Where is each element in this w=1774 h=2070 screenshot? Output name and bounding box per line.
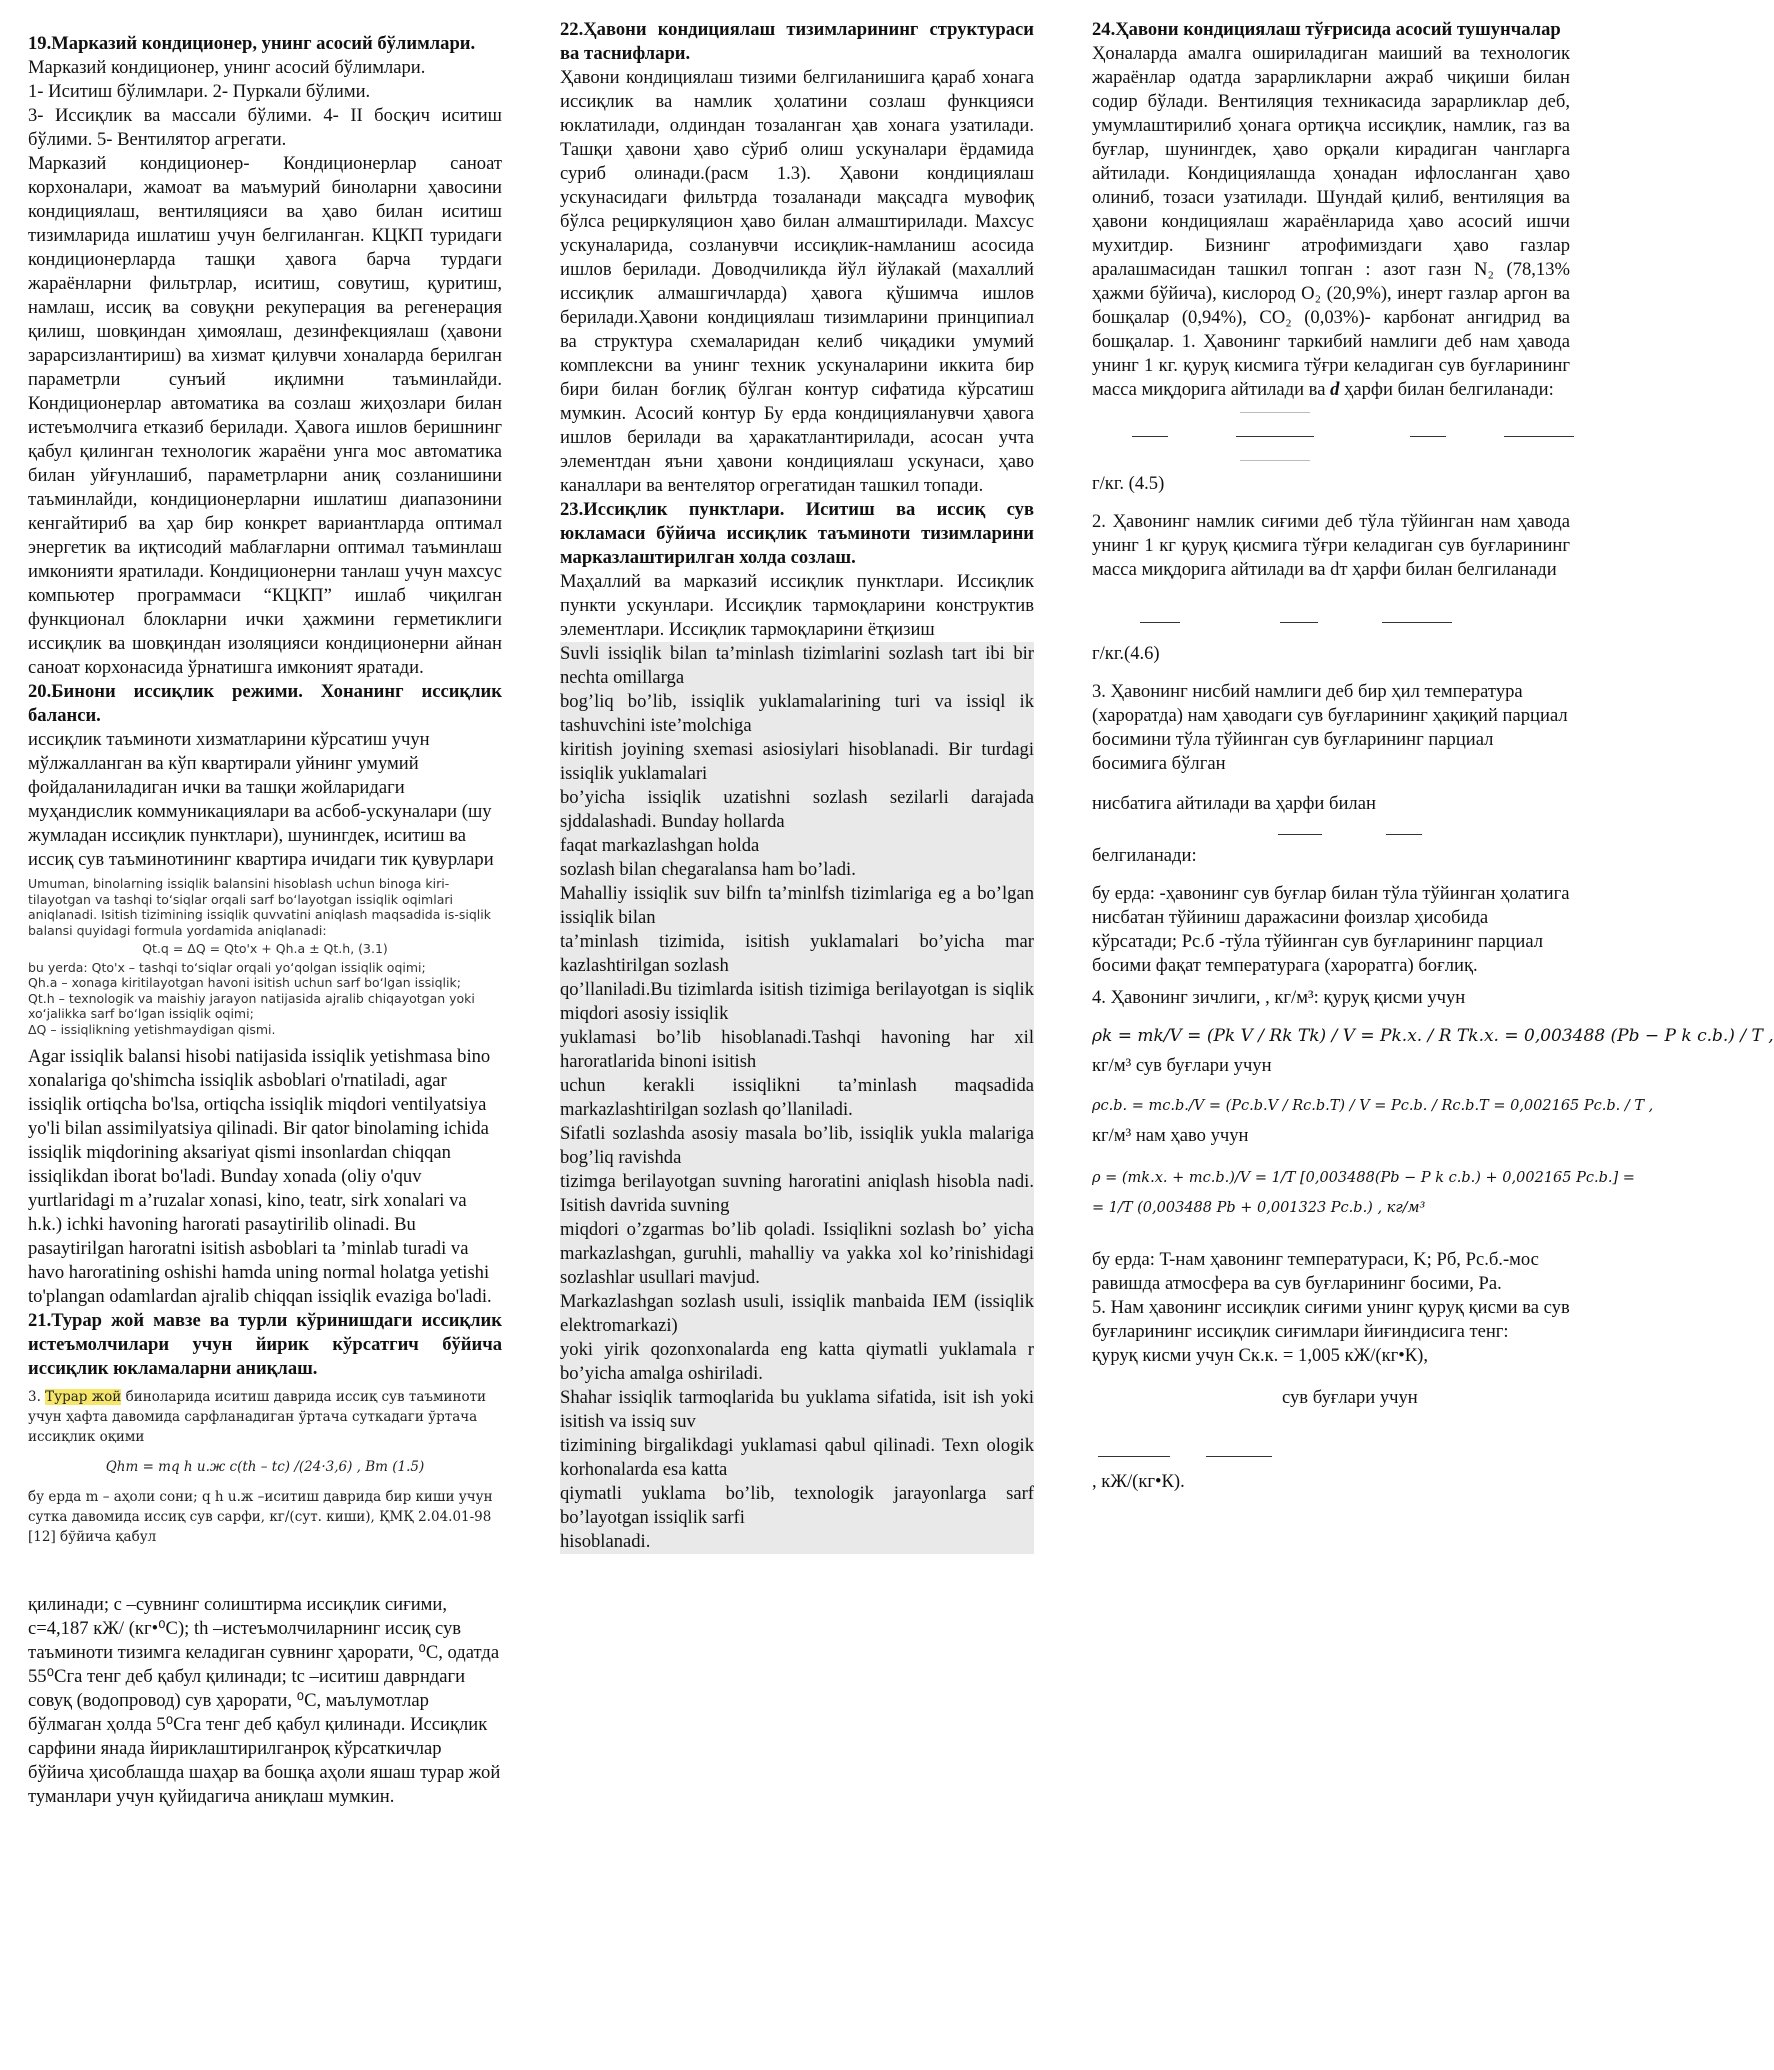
- paragraph: бу ерда: -ҳавонинг сув буғлар билан тўла тўйинган ҳолатига нисбатан тўйиниш даражасини фоизлар ҳисобида кўрсатади; Pс.б -тўла тўйинган сув буғларининг парциал босими фақат температурага (хароратга) боғлиқ.: [1092, 883, 1570, 976]
- scan-text: Qh.a – xonaga kiritilayotgan havoni isitish uchun sarf boʻlgan issiqlik;: [28, 975, 461, 990]
- missing-formula-cp-vapour: [1092, 1410, 1570, 1470]
- paragraph: Agar issiqlik balansi hisobi natijasida issiqlik yetishmasa bino xonalariga qo'shimcha issiqlik asboblari o'rnatiladi, agar issiqlik ortiqcha bo'lsa, ortiqcha issiqlik miqdori ventilyatsiya yo'li bilan assimilyatsiya qilinadi. Bir qator binolaming ichida issiqlik miqdorining aksariyat qismi insonlardan chiqqan issiqlikdan iborat bo'ladi. Bunday xonada (oliy o'quv yurtlaridagi m a’ruzalar xonasi, kino, teatr, sirk xonalari va h.k.) ichki havoning harorati pasaytirilib olinadi. Bu pasaytirilgan haroratni isitish asboblari ta ’minlab turadi va havo haroratining oshishi hamda uning normal holatga yetishi to'plangan odamlardan ajralib chiqqan issiqlik evaziga bo'ladi.: [28, 1046, 492, 1307]
- shaded-line: qiymatli yuklama bo’lib, texnologik jarayonlarga sarf bo’layotgan issiqlik sarfi: [560, 1483, 1034, 1528]
- scan-equation: Qt.q = ΔQ = Qto'x + Qh.a ± Qt.h, (3.1): [142, 941, 388, 956]
- paragraph: 1- Иситиш бўлимлари. 2- Пуркали бўлими.: [28, 81, 371, 102]
- formula-vapour-density: ρc.b. = mc.b./V = (Pc.b.V / Rc.b.T) / V = Pc.b. / Rc.b.T = 0,002165 Pc.b. / T ,: [1092, 1098, 1654, 1114]
- shaded-line: hisoblanadi.: [560, 1530, 1034, 1554]
- paragraph: 3. Ҳавонинг нисбий намлиги деб бир ҳил температура (хароратда) нам ҳаводаги сув буғларининг ҳақиқий парциал босимини тўла тўйинган сув буғларининг парциал босимига бўлган: [1092, 681, 1568, 774]
- equation-number: г/кг.(4.6): [1092, 643, 1160, 664]
- paragraph: Ҳавони кондициялаш тизими белгиланишига қараб хонага иссиқлик ва намлик ҳолатини созлаш функцияси юклатилади, олдиндан тозаланган ҳав хонага узатилади. Ташқи ҳавони ҳаво сўриб олиш ускуналари ёрдамида суриб олинади.(расм 1.3). Ҳавони кондициялаш ускунасидаги фильтрда тозаланади мақсадга мувофиқ бўлса рециркуляцион ҳаво билан алмаштирилади. Махсус ускуналарида, созланувчи иссиқлик-намланиш асосида ишлов берилади. Доводчиликда йўл йўлакай (махаллий иссиқлик алмашгичларда) ҳавога қўшимча ишлов берилади.Ҳавони кондициялаш тизимларини принципиал ва структура схемаларидан келиб чиқадики умумий комплексни ва унинг техник ускуналарини иккита бир бири билан боғлиқ бўлган контур сифатида кўрсатиш мумкин. Асосий контур Бу ерда кондицияланувчи ҳавога ишлов берилади ва ҳаракатлантирилади, асосан учта элементдан яъни ҳавони кондициялаш ускунаси, ҳаво каналлари ва вентелятор огрегатидан ташкил топади.: [560, 67, 1034, 496]
- shaded-line: faqat markazlashgan holda: [560, 834, 1034, 858]
- paragraph: Марказий кондиционер, унинг асосий бўлимлари.: [28, 57, 426, 78]
- shaded-line: Sifatli sozlashda asosiy masala bo’lib, issiqlik yukla malariga bog’liq ravishda: [560, 1123, 1034, 1168]
- formula-moist-air-density-2: = 1/T (0,003488 Pb + 0,001323 Pc.b.) , кг/м³: [1092, 1200, 1426, 1216]
- section-21-title: 21.Турар жой мавзе ва турли кўринишдаги иссиқлик истеъмолчилари учун йирик кўрсатгич бўйича иссиқлик юкламаларни аниқлаш.: [28, 1310, 502, 1379]
- column-right: [1092, 18, 1774, 1494]
- paragraph: белгиланади:: [1092, 845, 1197, 866]
- missing-formula-4-5: [1092, 402, 1570, 472]
- paragraph: Маҳаллий ва марказий иссиқлик пунктлари. Иссиқлик пункти ускунлари. Иссиқлик тармоқларини конструктив элементлари. Иссиқлик тармоқларини ётқизиш: [560, 571, 1034, 640]
- shaded-line: tizimining birgalikdagi yuklamasi qabul qilinadi. Texn ologik korhonalarda esa katta: [560, 1435, 1034, 1480]
- shaded-line: sozlash bilan chegaralansa ham bo’ladi.: [560, 858, 1034, 882]
- paragraph: 4. Ҳавонинг зичлиги, , кг/м³: қуруқ қисми учун: [1092, 987, 1466, 1008]
- scan-text: бу ерда m – аҳоли сони; q h u.ж –иситиш даврида бир киши учун сутка давомида иссиқ сув сарфи, кг/(сут. киши), ҚМҚ 2.04.01-98 [12] бўйича қабул: [28, 1489, 493, 1545]
- paragraph: 3- Иссиқлик ва массали бўлими. 4- II босқич иситиш бўлими. 5- Вентилятор агрегати.: [28, 105, 502, 150]
- shaded-line: Mahalliy issiqlik suv bilfn ta’minlfsh tizimlariga eg a bo’lgan issiqlik bilan: [560, 883, 1034, 928]
- shaded-line: qo’llaniladi.Bu tizimlarda isitish tizimiga berilayotgan is siqlik miqdori asosiy issiqlik: [560, 979, 1034, 1024]
- shaded-text-block: [560, 642, 1034, 1554]
- shaded-line: miqdori o’zgarmas bo’lib qoladi. Issiqlikni sozlash bo’ yicha markazlashgan, guruhli, mahalliy va yakka xol ko’rinishidagi sozlashlar usullari mavjud.: [560, 1219, 1034, 1288]
- paragraph: иссиқлик таъминоти хизматларини кўрсатиш учун мўлжалланган ва кўп квартирали уйнинг умумий фойдаланиладиган ички ва ташқи жойларидаги муҳандислик коммуникациялари ва асбоб-ускуналари (шу жумладан иссиқлик пунктлари), шунингдек, иситиш ва иссиқ сув таъминотининг квартира ичидаги тик қувурлари: [28, 729, 494, 870]
- column-left: [28, 18, 502, 1809]
- shaded-line: bo’yicha issiqlik uzatishni sozlash sezilarli darajada sjddalashadi. Bunday hollarda: [560, 787, 1034, 832]
- shaded-line: tizimga berilayotgan suvning haroratini aniqlash hisobla nadi. Isitish davrida suvning: [560, 1171, 1034, 1216]
- section-23-title: 23.Иссиқлик пунктлари. Иситиш ва иссиқ сув юкламаси бўйича иссиқлик таъминоти тизимларини марказлаштирилган холда созлаш.: [560, 499, 1034, 568]
- paragraph: Марказий кондиционер- Кондиционерлар саноат корхоналари, жамоат ва маъмурий биноларни ҳавосини кондициялаш, вентиляцияси ва ҳаво билан иситиш тизимларида ишлатиш учун белгиланган. КЦКП туридаги кондиционерларда ташқи ҳавога барча турдаги жараёнларни фильтрлар, иситиш, совутиш, қуритиш, намлаш, иссиқ ва совуқни рекуперация ва регенерация қилиш, шовқиндан ҳимоялаш, дезинфекциялаш (ҳавони зарарсизлантириш) ва хизмат қилувчи хоналарда берилган параметрли сунъий иқлимни таъминлайди. Кондиционерлар автоматика ва созлаш жиҳозлари билан истеъмолчига етказиб берилади. Ҳавога ишлов беришнинг қабул қилинган технологик жараёни унга мос автоматика билан уйғунлашиб, параметрларни аниқ созланишини таъминлайди, кондиционерларни ишлатиш диапазонини кенгайтириб ва ҳар бир конкрет вариантларда оптимал энергетик ва иқтисодий маблағларни оптимал таъминлаш имконияти яратилади. Кондиционерни танлаш учун махсус компьютер программаси “КЦКП” ишлаб чиқилган функционал блокларни ички ҳажмини герметиклиги иссиқлик ва шовқиндан изоляцияси кондиционерни айнан саноат корхонасида ўрнатишга имконият яратади.: [28, 153, 502, 678]
- shaded-line: Markazlashgan sozlash usuli, issiqlik manbaida IEM (issiqlik elektromarkazi): [560, 1291, 1034, 1336]
- scanned-excerpt-heat-balance: [28, 876, 502, 1037]
- shaded-line: bog’liq bo’lib, issiqlik yuklamalarining turi va issiql ik tashuvchini iste’molchiga: [560, 691, 1034, 736]
- section-19-title: 19.Марказий кондиционер, унинг асосий бўлимлари.: [28, 33, 476, 54]
- paragraph: кг/м³ сув буғлари учун: [1092, 1055, 1272, 1076]
- shaded-line: kiritish joyining sxemasi asiosiylari hisoblanadi. Bir turdagi issiqlik yuklamalari: [560, 739, 1034, 784]
- highlighted-text: Турар жой: [45, 1389, 122, 1405]
- paragraph: Ҳоналарда амалга ошириладиган маиший ва технологик жараёнлар одатда зарарликларни ажраб чиқиши билан содир бўлади. Вентиляция техникасида зарарликлар деб, умумлаштирилиб ҳонага ортиқча иссиқлик, намлик, газ ва буғлар, шунингдек, ҳаво орқали кирадиган чангларга айтилади. Кондициялашда ҳонадан ифлосланган ҳаво олиниб, тозаси узатилади. Шундай қилиб, вентиляция ва ҳавони кондициялаш жараёнларида ҳаво асосий ишчи мухитдир. Бизнинг атрофимиздаги ҳаво газлар аралашмасидан ташкил топган : азот газн N₂ (78,13% ҳажми бўйича), кислород O₂ (20,9%), инерт газлар аргон ва бошқалар (0,94%), CO₂ (0,03%)- карбонат ангидрид ва бошқалар. 1. Ҳавонинг таркибий намлиги деб нам ҳавода унинг 1 кг. қуруқ кисмига тўғри келадиган сув буғларининг масса миқдорига айтилади ва d ҳарфи билан белгиланади:: [1092, 43, 1570, 400]
- shaded-line: ta’minlash tizimida, isitish yuklamalari bo’yicha mar kazlashtirilgan sozlash: [560, 931, 1034, 976]
- scan-text: Qt.h – texnologik va maishiy jarayon natijasida ajralib chiqayotgan yoki xoʻjalikka sarf boʻlgan issiqlik oqimi;: [28, 990, 475, 1021]
- paragraph: 5. Нам ҳавонинг иссиқлик сиғими унинг қуруқ қисми ва сув буғларининг иссиқлик сиғимлари йиғиндисига тенг:: [1092, 1297, 1570, 1342]
- equation-number: г/кг. (4.5): [1092, 473, 1165, 494]
- scan-text: Umuman, binolarning issiqlik balansini hisoblash uchun binoga kiri-tilayotgan va tashqi toʻsiqlar orqali sarf boʻlayotgan issiqlik oqimlari aniqlanadi. Isitish tizimining issiqlik quvvatini aniqlash maqsadida is-siqlik balansi quyidagi formula yordamida aniqlanadi:: [28, 876, 491, 938]
- unit-text: , кЖ/(кг•К).: [1092, 1471, 1185, 1492]
- shaded-line: yoki yirik qozonxonalarda eng katta qiymatli yuklamala r bo’yicha amalga oshiriladi.: [560, 1339, 1034, 1384]
- formula-moist-air-density-1: ρ = (mk.x. + mc.b.)/V = 1/T [0,003488(Pb − P k c.b.) + 0,002165 Pc.b.] =: [1092, 1170, 1635, 1186]
- paragraph: қилинади; c –сувнинг солиштирма иссиқлик сиғими, c=4,187 кЖ/ (кг•⁰C); th –истеъмолчиларнинг иссиқ сув таъминоти тизимга келадиган сувнинг ҳарорати, ⁰C, одатда 55⁰Cга тенг деб қабул қилинади; tc –иситиш даврндаги совуқ (водопровод) сув ҳарорати, ⁰C, маълумотлар бўлмаган ҳолда 5⁰Cга тенг деб қабул қилинади. Иссиқлик сарфини янада йириклаштирилганроқ кўрсаткичлар бўйича ҳисоблашда шаҳар ва бошқа аҳоли яшаш турар жой туманлари учун қуйидагича аниқлаш мумкин.: [28, 1594, 501, 1807]
- section-24-title: 24.Ҳавони кондициялаш тўғрисида асосий тушунчалар: [1092, 19, 1561, 40]
- paragraph: бу ерда: T-нам ҳавонинг температураси, K; Pб, Pс.б.-мос равишда атмосфера ва сув буғларининг босими, Pa.: [1092, 1249, 1539, 1294]
- missing-formula-4-6: [1092, 582, 1570, 642]
- symbol-d: d: [1330, 379, 1340, 400]
- missing-formula-rh: [1092, 816, 1570, 844]
- scan-text: bu yerda: Qto'x – tashqi toʻsiqlar orqali yoʻqolgan issiqlik oqimi;: [28, 959, 426, 975]
- column-middle: [560, 18, 1034, 1554]
- shaded-line: yuklamasi bo’lib hisoblanadi.Tashqi havoning har xil haroratlarida binoni isitish: [560, 1027, 1034, 1072]
- section-20-title: 20.Бинони иссиқлик режими. Хонанинг иссиқлик баланси.: [28, 681, 502, 726]
- shaded-line: uchun kerakli issiqlikni ta’minlash maqsadida markazlashtirilgan sozlash qo’llaniladi.: [560, 1075, 1034, 1120]
- section-22-title: 22.Ҳавони кондициялаш тизимларининг структураси ва таснифлари.: [560, 19, 1034, 64]
- paragraph: нисбатига айтилади ва ҳарфи билан: [1092, 793, 1376, 814]
- shaded-line: Suvli issiqlik bilan ta’minlash tizimlarini sozlash tart ibi bir nechta omillarga: [560, 643, 1034, 688]
- paragraph: кг/м³ нам ҳаво учун: [1092, 1125, 1249, 1146]
- scan-equation: Qhm = mq h u.ж c(th – tc) /(24·3,6) , Вт (1.5): [105, 1459, 425, 1475]
- paragraph: 2. Ҳавонинг намлик сиғими деб тўла тўйинган нам ҳавода унинг 1 кг қуруқ қисмига тўғри келадиган сув буғларининг масса миқдорига айтилади ва dт ҳарфи билан белгиланади: [1092, 511, 1570, 580]
- scan-text: ΔQ – issiqlikning yetishmaydigan qismi.: [28, 1021, 276, 1037]
- scanned-excerpt-hot-water: [28, 1387, 502, 1547]
- paragraph: қуруқ кисми учун Cк.к. = 1,005 кЖ/(кг•К),: [1092, 1345, 1429, 1366]
- shaded-line: Shahar issiqlik tarmoqlarida bu yuklama sifatida, isit ish yoki isitish va issiq suv: [560, 1387, 1034, 1432]
- paragraph: сув буғлари учун: [1282, 1387, 1418, 1408]
- scan-text: 3. Турар жой биноларида иситиш даврида иссиқ сув таъминоти учун ҳафта давомида сарфланадиган ўртача суткадаги ўртача иссиқлик оқими: [28, 1389, 487, 1445]
- formula-dry-air-density: ρk = mk/V = (Pk V / Rk Tk) / V = Pk.x. / R Tk.x. = 0,003488 (Pb − P k c.b.) / T ,: [1092, 1026, 1774, 1046]
